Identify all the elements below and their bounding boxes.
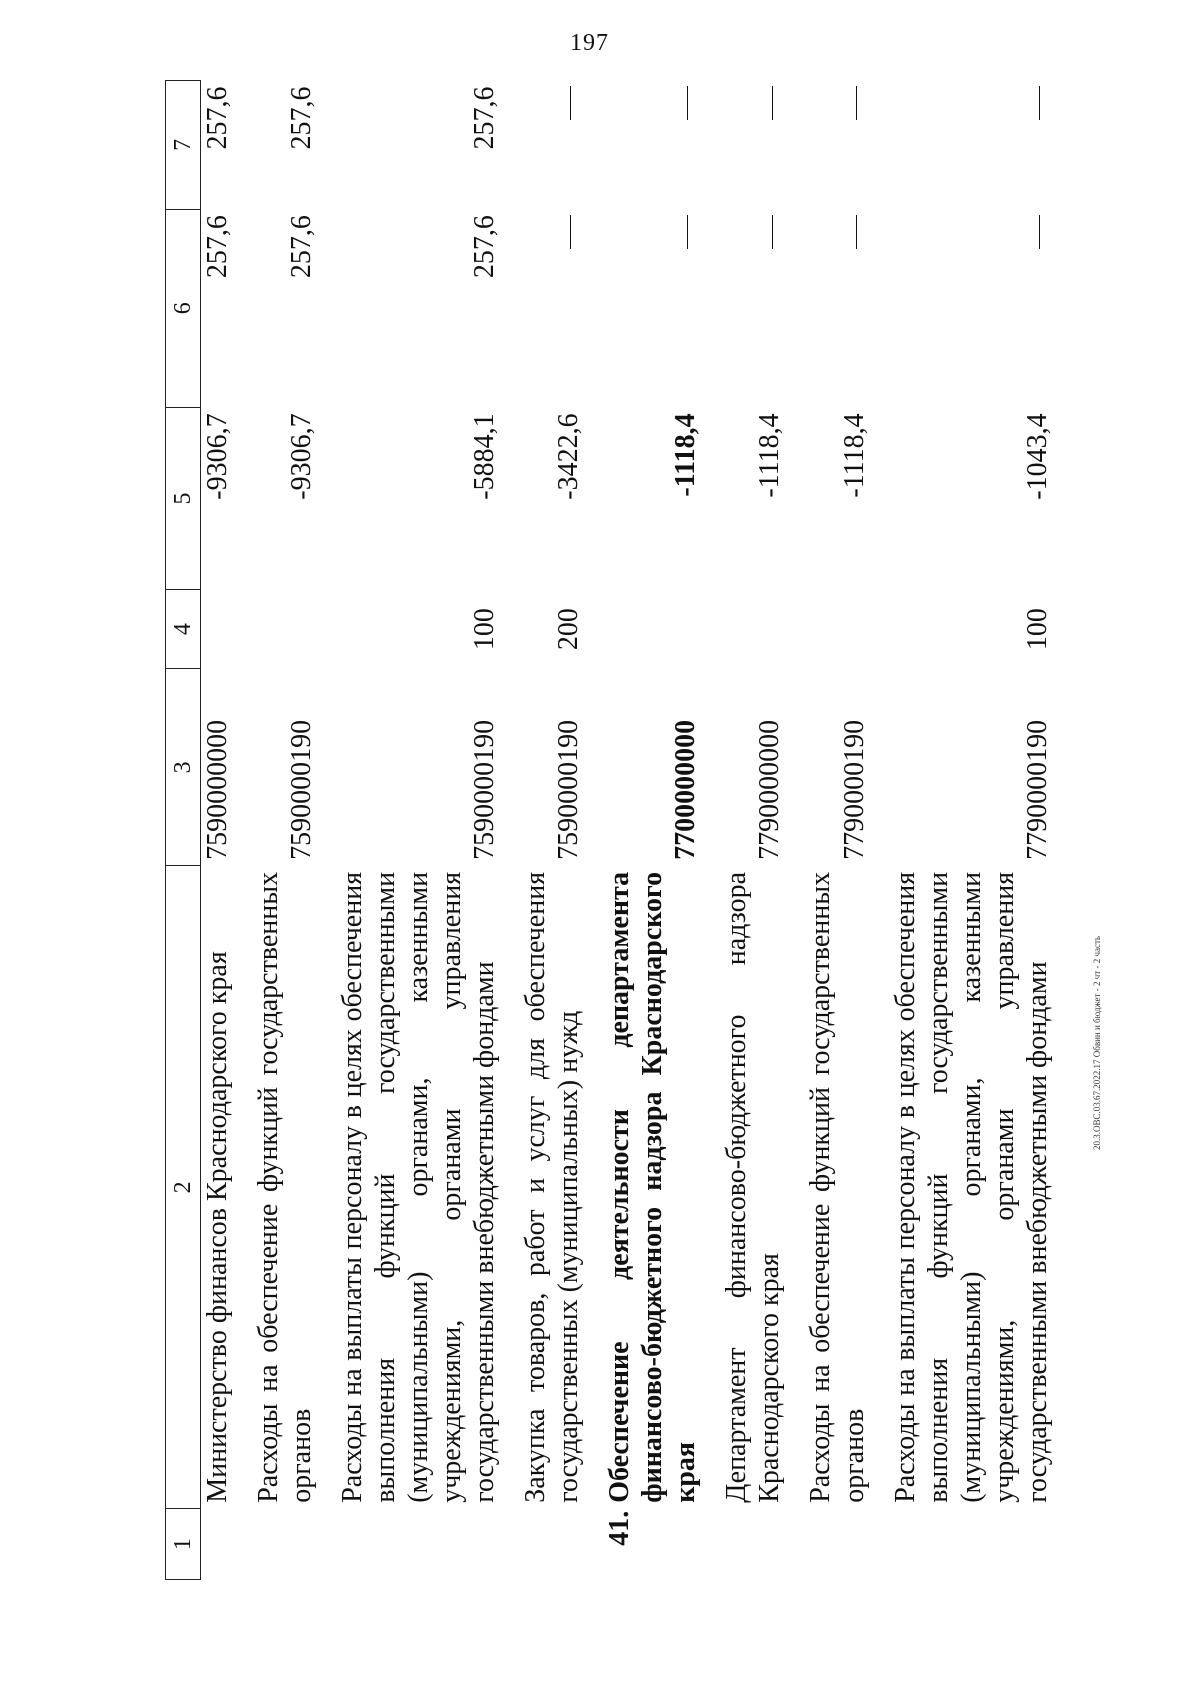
dash-mark	[856, 215, 857, 249]
row-value-5: -1118,4	[838, 413, 870, 498]
table-row	[786, 81, 870, 1580]
row-index	[786, 1509, 870, 1580]
row-vr: 100	[1021, 608, 1053, 651]
row-vr	[786, 590, 870, 669]
dash-mark	[772, 215, 773, 249]
row-value-6	[585, 209, 702, 407]
dash-mark	[570, 87, 571, 121]
row-vr	[585, 590, 702, 669]
row-value-7	[871, 81, 1054, 210]
row-value-7	[702, 81, 786, 210]
row-name: Министерство финансов Краснодарского края	[202, 951, 233, 1503]
row-index	[234, 1509, 318, 1580]
row-name: Расходы на выплаты персоналу в целях обеспечения выполнения функций государственными (муниципальными) органами, казенными учреждениями, органами управления государственными внебюджетными фондами	[889, 871, 1053, 1503]
row-value-5: -5884,1	[469, 413, 501, 500]
page-number: 197	[570, 30, 609, 56]
row-vr: 100	[469, 608, 501, 651]
row-name: Расходы на обеспечение функций государственных органов	[253, 871, 318, 1503]
header-col-5: 5	[166, 407, 201, 589]
table-row	[702, 81, 786, 1580]
dash-mark	[772, 87, 773, 121]
row-code: 7790000190	[1021, 719, 1053, 860]
row-value-5: -9306,7	[286, 413, 318, 500]
row-value-6: 257,6	[469, 215, 501, 279]
row-index	[702, 1509, 786, 1580]
row-code: 7590000190	[469, 719, 501, 860]
row-name: Закупка товаров, работ и услуг для обеспечения государственных (муниципальных) нужд	[520, 871, 585, 1503]
table-row	[871, 81, 1054, 1580]
row-value-7: 257,6	[286, 86, 318, 150]
table-row	[234, 81, 318, 1580]
table-row	[318, 81, 501, 1580]
row-index: 41.	[604, 1510, 636, 1546]
row-value-7: 257,6	[469, 86, 501, 150]
header-col-2: 2	[166, 866, 201, 1509]
row-vr	[234, 590, 318, 669]
row-name: Обеспечение деятельности департамента финансово-бюджетного надзора Краснодарского края	[604, 871, 702, 1503]
dash-mark	[856, 87, 857, 121]
header-col-7: 7	[166, 81, 201, 210]
header-col-3: 3	[166, 669, 201, 866]
row-value-5: -1118,4	[670, 413, 702, 497]
row-code: 7790000000	[754, 719, 786, 860]
row-value-6: 257,6	[286, 215, 318, 279]
footer-code: 20.3.OBC.03.67.2022.17 Обвин и бюджет - 2 чт - 2 часть	[1092, 936, 1102, 1150]
row-value-6	[702, 209, 786, 407]
row-value-6	[871, 209, 1054, 407]
table-row	[585, 81, 702, 1580]
table-row	[501, 81, 585, 1580]
dash-mark	[1039, 215, 1040, 249]
header-col-1: 1	[166, 1509, 201, 1580]
row-value-6: 257,6	[202, 215, 233, 279]
table-body	[201, 81, 1054, 1580]
row-value-5: -1043,4	[1021, 413, 1053, 500]
row-index	[871, 1509, 1054, 1580]
row-value-7	[585, 81, 702, 210]
row-code: 7790000190	[838, 719, 870, 860]
dash-mark	[570, 215, 571, 249]
header-row	[166, 81, 201, 1580]
row-index	[501, 1509, 585, 1580]
row-code: 7700000000	[670, 719, 702, 860]
dash-mark	[687, 87, 688, 121]
row-index	[201, 1509, 235, 1580]
row-value-7	[786, 81, 870, 210]
row-index	[318, 1509, 501, 1580]
row-value-6	[501, 209, 585, 407]
row-value-5: -3422,6	[553, 413, 585, 500]
header-col-4: 4	[166, 590, 201, 669]
row-vr	[201, 590, 235, 669]
row-code: 7590000190	[553, 719, 585, 860]
row-vr: 200	[553, 608, 585, 651]
rotated-table-container	[165, 80, 1065, 1580]
dash-mark	[1039, 87, 1040, 121]
row-code: 7590000000	[202, 719, 233, 860]
row-vr	[702, 590, 786, 669]
row-value-5: -9306,7	[202, 413, 233, 500]
row-name: Департамент финансово-бюджетного надзора Краснодарского края	[721, 871, 786, 1503]
row-name: Расходы на обеспечение функций государственных органов	[805, 871, 870, 1503]
row-value-5: -1118,4	[754, 413, 786, 498]
row-value-6	[786, 209, 870, 407]
header-col-6: 6	[166, 209, 201, 407]
row-value-7: 257,6	[202, 86, 233, 150]
table-row	[201, 81, 235, 1580]
row-value-7	[501, 81, 585, 210]
row-name: Расходы на выплаты персоналу в целях обеспечения выполнения функций государственными (муниципальными) органами, казенными учреждениями, органами управления государственными внебюджетными фондами	[337, 871, 501, 1503]
dash-mark	[687, 215, 688, 249]
row-code: 7590000190	[286, 719, 318, 860]
budget-table	[165, 80, 1054, 1580]
